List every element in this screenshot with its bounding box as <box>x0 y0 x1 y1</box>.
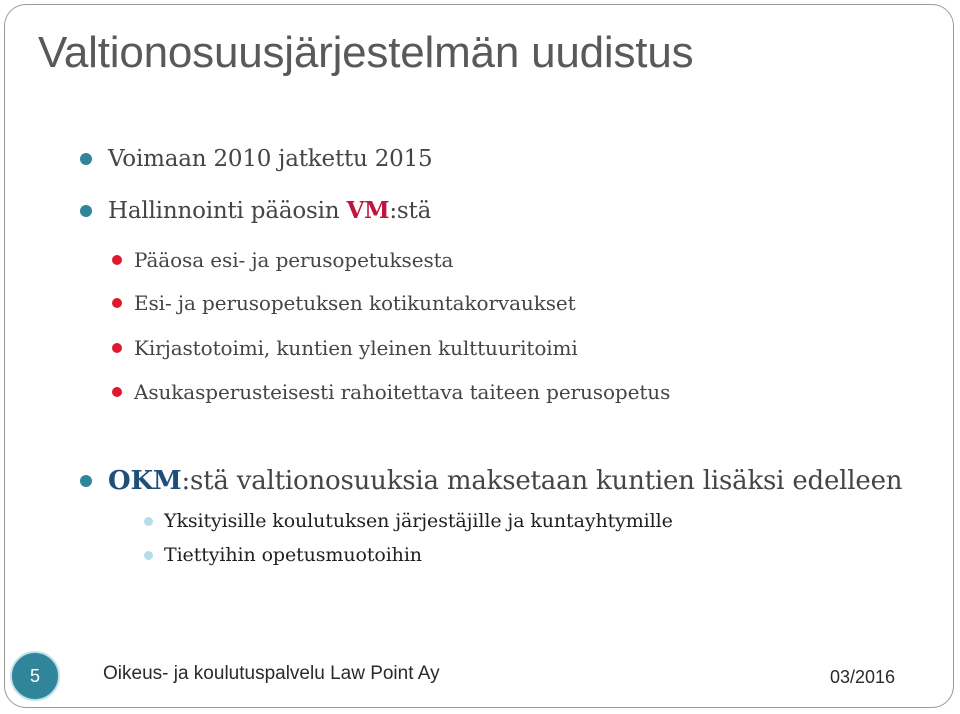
bullet-text: Hallinnointi pääosin <box>108 198 347 224</box>
bullet-administration <box>108 197 431 224</box>
bullet-effective-dates: Voimaan 2010 jatkettu 2015 <box>108 146 433 172</box>
highlight-okm: OKM <box>108 466 182 496</box>
highlight-vm: VM <box>346 197 390 224</box>
bullet-text: :stä valtionosuuksia maksetaan kuntien lisäksi edelleen <box>181 466 903 496</box>
sub-bullet-private-providers: Yksityisille koulutuksen järjestäjille ja kuntayhtymille <box>164 510 673 532</box>
sub-bullet-preschool-basic-education: Pääosa esi- ja perusopetuksesta <box>134 248 454 272</box>
sub-bullet-teaching-forms: Tiettyihin opetusmuotoihin <box>164 544 422 566</box>
footer-organization: Oikeus- ja koulutuspalvelu Law Point Ay <box>103 663 440 684</box>
bullet-text: :stä <box>389 198 432 224</box>
slide-title: Valtionosuusjärjestelmän uudistus <box>38 28 694 77</box>
slide-number-badge: 5 <box>10 651 60 701</box>
sub-bullet-home-municipality-compensations: Esi- ja perusopetuksen kotikuntakorvaukset <box>134 291 576 315</box>
sub-bullet-basic-arts-education: Asukasperusteisesti rahoitettava taiteen perusopetus <box>134 380 671 404</box>
footer-date: 03/2016 <box>830 667 896 687</box>
sub-bullet-library-culture: Kirjastotoimi, kuntien yleinen kulttuuritoimi <box>134 336 578 360</box>
bullet-okm <box>108 466 902 496</box>
